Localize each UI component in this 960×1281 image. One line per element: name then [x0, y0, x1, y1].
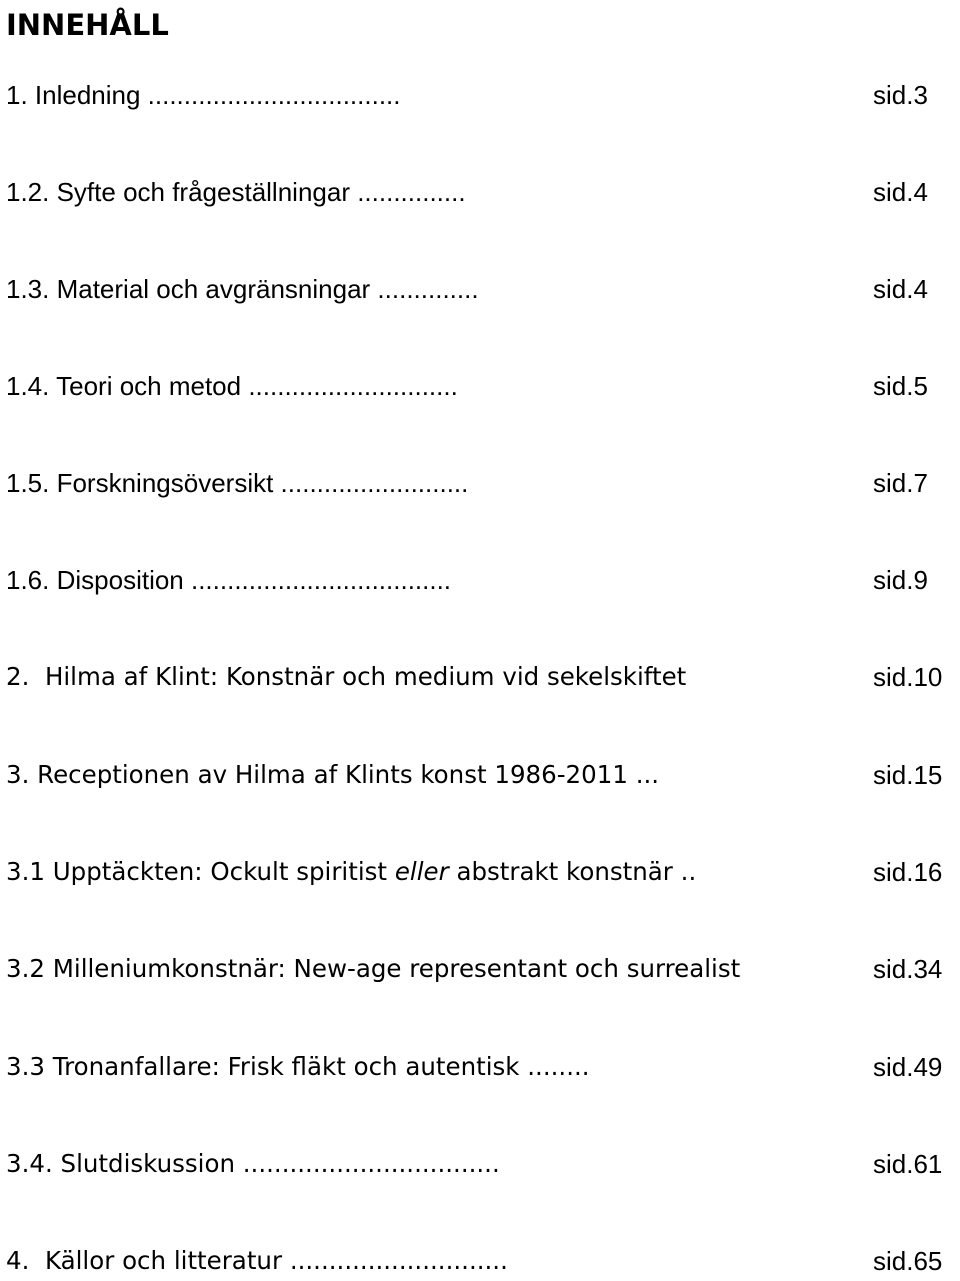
- toc-entry-page: sid.65: [873, 1246, 943, 1276]
- toc-entry-title-part: abstrakt konstnär ..: [448, 857, 697, 886]
- toc-entry: [0, 269, 960, 309]
- toc-entry: [0, 949, 960, 989]
- toc-entry: [0, 560, 960, 600]
- toc-entry-page: sid.49: [873, 1052, 943, 1082]
- toc-entry: [0, 657, 960, 697]
- toc-entry-title: 3. Receptionen av Hilma af Klints konst 1986-2011 ...: [6, 760, 660, 789]
- toc-entry: [0, 755, 960, 795]
- toc-entry-page: sid.61: [873, 1149, 943, 1179]
- toc-entry-title: 1.5. Forskningsöversikt ..........................: [6, 468, 469, 498]
- toc-entry-title-part: 3.1 Upptäckten: Ockult spiritist: [6, 857, 395, 886]
- toc-entry-title: 1. Inledning ...................................: [6, 80, 401, 110]
- toc-entry-page: sid.5: [873, 371, 928, 401]
- toc-entry-page: sid.4: [873, 274, 928, 304]
- toc-entry-page: sid.3: [873, 80, 928, 110]
- toc-entry: [0, 75, 960, 115]
- toc-entry-page: sid.9: [873, 565, 928, 595]
- toc-entry-title-emphasis: eller: [394, 857, 449, 886]
- toc-entry-page: sid.10: [873, 662, 943, 692]
- toc-entry-title: 2. Hilma af Klint: Konstnär och medium vid sekelskiftet: [6, 662, 687, 691]
- toc-entry-title: [6, 852, 696, 892]
- toc-entry-page: sid.34: [873, 954, 943, 984]
- toc-entry-title: 1.2. Syfte och frågeställningar ...............: [6, 177, 466, 207]
- toc-entry-page: sid.7: [873, 468, 928, 498]
- toc-entry-title: 4. Källor och litteratur ............................: [6, 1246, 508, 1275]
- toc-entry: [0, 366, 960, 406]
- toc-entry-title: 1.4. Teori och metod .............................: [6, 371, 458, 401]
- toc-entry-title: 3.2 Milleniumkonstnär: New-age representant och surrealist: [6, 954, 741, 983]
- toc-entry-title: 1.3. Material och avgränsningar ..............: [6, 274, 479, 304]
- toc-entry-page: sid.4: [873, 177, 928, 207]
- toc-title: INNEHÅLL: [6, 8, 169, 42]
- toc-entry-page: sid.15: [873, 760, 943, 790]
- toc-entry: [0, 463, 960, 503]
- toc-entry: [0, 852, 960, 892]
- toc-entry-title: 1.6. Disposition ....................................: [6, 565, 452, 595]
- toc-entry-title: 3.3 Tronanfallare: Frisk fläkt och autentisk ........: [6, 1052, 590, 1081]
- toc-entry: [0, 1047, 960, 1087]
- toc-entry-title: 3.4. Slutdiskussion .................................: [6, 1149, 500, 1178]
- toc-entry: [0, 172, 960, 212]
- toc-entry: [0, 1241, 960, 1281]
- toc-entry-page: sid.16: [873, 857, 943, 887]
- toc-entry: [0, 1144, 960, 1184]
